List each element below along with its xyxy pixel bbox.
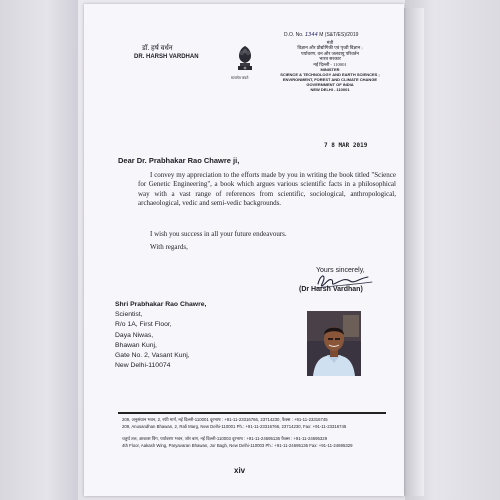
signatory-name: (Dr Harsh Vardhan)	[299, 286, 363, 293]
reference-suffix: M (S&T/ES)/2019	[319, 32, 359, 38]
letter-regards: With regards,	[150, 243, 188, 251]
letter-wish: I wish you success in all your future endeavours.	[150, 230, 287, 238]
salutation: Dear Dr. Prabhakar Rao Chawre ji,	[118, 156, 240, 165]
letter-sheet	[84, 4, 404, 496]
recipient-line: Scientist,	[115, 311, 143, 319]
letter-body: I convey my appreciation to the efforts made by you in writing the book titled "Science for Genetic Engineering", a book which argues various scientific facts in a philosophical way with a vast range of references from scientific, sociological, anthropological, archaeological, vedic and semi-vedic backgrounds.	[138, 171, 396, 207]
reference-prefix: D.O. No.	[284, 32, 304, 38]
ministry-line: NEW DELHI - 110001	[310, 87, 350, 93]
ministry-line: MINISTER	[320, 67, 340, 73]
ministry-line: पर्यावरण, वन और जलवायु परिवर्तन	[301, 50, 359, 56]
closing: Yours sincerely,	[316, 267, 365, 274]
recipient-line: Gate No. 2, Vasant Kunj,	[115, 352, 190, 360]
recipient-line: R/o 1A, First Floor,	[115, 321, 172, 329]
reference-handwritten: 1344	[304, 32, 318, 38]
footer-address-line: 4th Floor, Aakash Wing, Paryavaran Bhawan, Jor Bagh, New Delhi-110003 Ph.: +91-11-24695136 Fax: +91-11-24695329	[122, 443, 353, 448]
emblem-caption: सत्यमेव जयते	[231, 76, 249, 80]
minister-name-hindi: डॉ. हर्ष वर्धन	[142, 44, 173, 52]
letter-date: 7 8 MAR 2019	[324, 142, 368, 149]
footer-address-line: 209, अनुसंधान भवन, 2, रफी मार्ग, नई दिल्ली-110001 दूरभाष : +91-11-23316766, 23714230, फैक्स : +91-11-23316745	[122, 417, 328, 422]
ministry-line: GOVERNMENT OF INDIA	[306, 82, 354, 88]
author-photo	[307, 311, 361, 376]
footer-divider	[118, 412, 386, 414]
ministry-line: ENVIRONMENT, FOREST AND CLIMATE CHANGE	[282, 77, 378, 83]
footer-address-line: चतुर्थ तल, आकाश विंग, पर्यावरण भवन, जोर बाग, नई दिल्ली-110003 दूरभाष : +91-11-24695136 फैक्स : +91-11-24695329	[122, 436, 328, 441]
ministry-address-block	[272, 40, 388, 92]
ministry-line: भारत सरकार	[319, 56, 341, 62]
book-left-page-edge	[0, 0, 78, 500]
state-emblem-icon	[233, 44, 257, 74]
recipient-line: New Delhi-110074	[115, 362, 171, 370]
recipient-line: Shri Prabhakar Rao Chawre,	[115, 301, 207, 308]
recipient-line: Daya Niwas,	[115, 331, 154, 339]
recipient-line: Bhawan Kunj,	[115, 341, 157, 349]
recipient-address	[115, 300, 206, 371]
page-leaf-edge	[404, 8, 424, 496]
page-number: xiv	[234, 466, 246, 475]
minister-name-english: DR. HARSH VARDHAN	[134, 54, 199, 60]
ministry-line: मंत्री	[326, 40, 334, 45]
ministry-line: विज्ञान और प्रौद्योगिकी एवं पृथ्वी विज्ञान ;	[297, 45, 363, 51]
footer-address-line: 209, Anusandhan Bhawan, 2, Rafi Marg, New Delhi-110001 Ph.: +91-11-23316766, 23714230, Fax: +91-11-23316745	[122, 424, 347, 429]
ministry-line: नई दिल्ली - 110001	[313, 61, 347, 67]
reference-number	[284, 32, 358, 38]
ministry-line: SCIENCE & TECHNOLOGY AND EARTH SCIENCES ;	[280, 72, 380, 78]
